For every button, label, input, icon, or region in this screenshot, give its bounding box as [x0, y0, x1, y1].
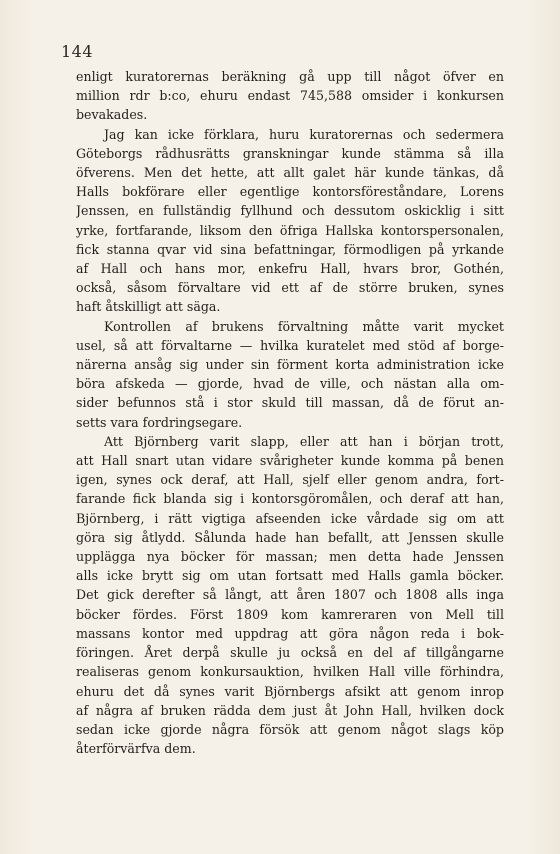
text-line: alls icke brytt sig om utan fortsatt med Halls gamla böcker. — [76, 568, 504, 584]
text-line: massans kontor med uppdrag att göra någon reda i bok- — [76, 625, 504, 641]
text-line: göra sig åtlydd. Sålunda hade han befallt, att Jenssen skulle — [76, 529, 504, 545]
paragraph-1 — [76, 67, 504, 125]
text-line: Halls bokförare eller egentlige kontorsföreståndare, Lorens — [76, 184, 504, 200]
text-line: sider befunnos stå i stor skuld till massan, då de förut an- — [76, 395, 504, 411]
text-line: också, såsom förvaltare vid ett af de större bruken, synes — [76, 280, 504, 296]
text-line: att Hall snart utan vidare svårigheter kunde komma på benen — [76, 453, 504, 469]
text-line: af Hall och hans mor, enkefru Hall, hvars bror, Gothén, — [76, 261, 504, 277]
text-line: närerna ansåg sig under sin förment korta administration icke — [76, 357, 504, 373]
paragraph-4 — [76, 432, 504, 758]
text-line: öfverens. Men det hette, att allt galet här kunde tänkas, då — [76, 165, 504, 181]
text-line: Det gick derefter så långt, att åren 1807 och 1808 alls inga — [76, 587, 504, 603]
text-line: föringen. Året derpå skulle ju också en del af tillgångarne — [76, 645, 504, 661]
text-line: enligt kuratorernas beräkning gå upp till något öfver en — [76, 69, 504, 84]
text-line: Att Björnberg varit slapp, eller att han i början trott, — [104, 433, 504, 449]
text-line: ehuru det då synes varit Björnbergs afsikt att genom inrop — [76, 683, 504, 699]
text-line: böcker fördes. Först 1809 kom kamreraren von Mell till — [76, 606, 504, 622]
text-line: Jenssen, en fullständig fyllhund och dessutom oskicklig i sitt — [76, 203, 504, 219]
text-line: bevakades. — [76, 107, 148, 123]
text-line: realiseras genom konkursauktion, hvilken Hall ville förhindra, — [76, 664, 504, 680]
text-line: böra afskeda — gjorde, hvad de ville, och nästan alla om- — [76, 376, 504, 392]
page-number: 144 — [61, 42, 94, 61]
text-line: million rdr b:co, ehuru endast 745,588 omsider i konkursen — [76, 88, 504, 104]
text-line: yrke, fortfarande, liksom den öfriga Hallska kontorspersonalen, — [76, 222, 504, 238]
text-line: Göteborgs rådhusrätts granskningar kunde stämma så illa — [76, 145, 504, 161]
text-line: farande fick blanda sig i kontorsgöromålen, och deraf att han, — [76, 491, 504, 507]
paragraph-2 — [76, 125, 504, 317]
text-line: igen, synes ock deraf, att Hall, sjelf eller genom andra, fort- — [76, 472, 504, 488]
paragraph-3 — [76, 317, 504, 432]
text-line: usel, så att förvaltarne — hvilka kuratelet med stöd af borge- — [76, 337, 504, 353]
text-line: Kontrollen af brukens förvaltning måtte varit mycket — [104, 318, 504, 334]
text-line: Björnberg, i rätt vigtiga afseenden icke vårdade sig om att — [76, 510, 504, 526]
text-line: återförvärfva dem. — [76, 741, 196, 757]
body-text — [76, 67, 504, 758]
text-line: Jag kan icke förklara, huru kuratorernas och sedermera — [104, 126, 504, 142]
text-line: haft åtskilligt att säga. — [76, 299, 221, 315]
text-line: fick stanna qvar vid sina befattningar, förmodligen på yrkande — [76, 241, 504, 257]
text-line: upplägga nya böcker för massan; men detta hade Jenssen — [76, 549, 504, 565]
text-line: sedan icke gjorde några försök att genom något slags köp — [76, 721, 504, 737]
text-line: af några af bruken rädda dem just åt John Hall, hvilken dock — [76, 702, 504, 718]
text-line: setts vara fordringsegare. — [76, 414, 243, 430]
